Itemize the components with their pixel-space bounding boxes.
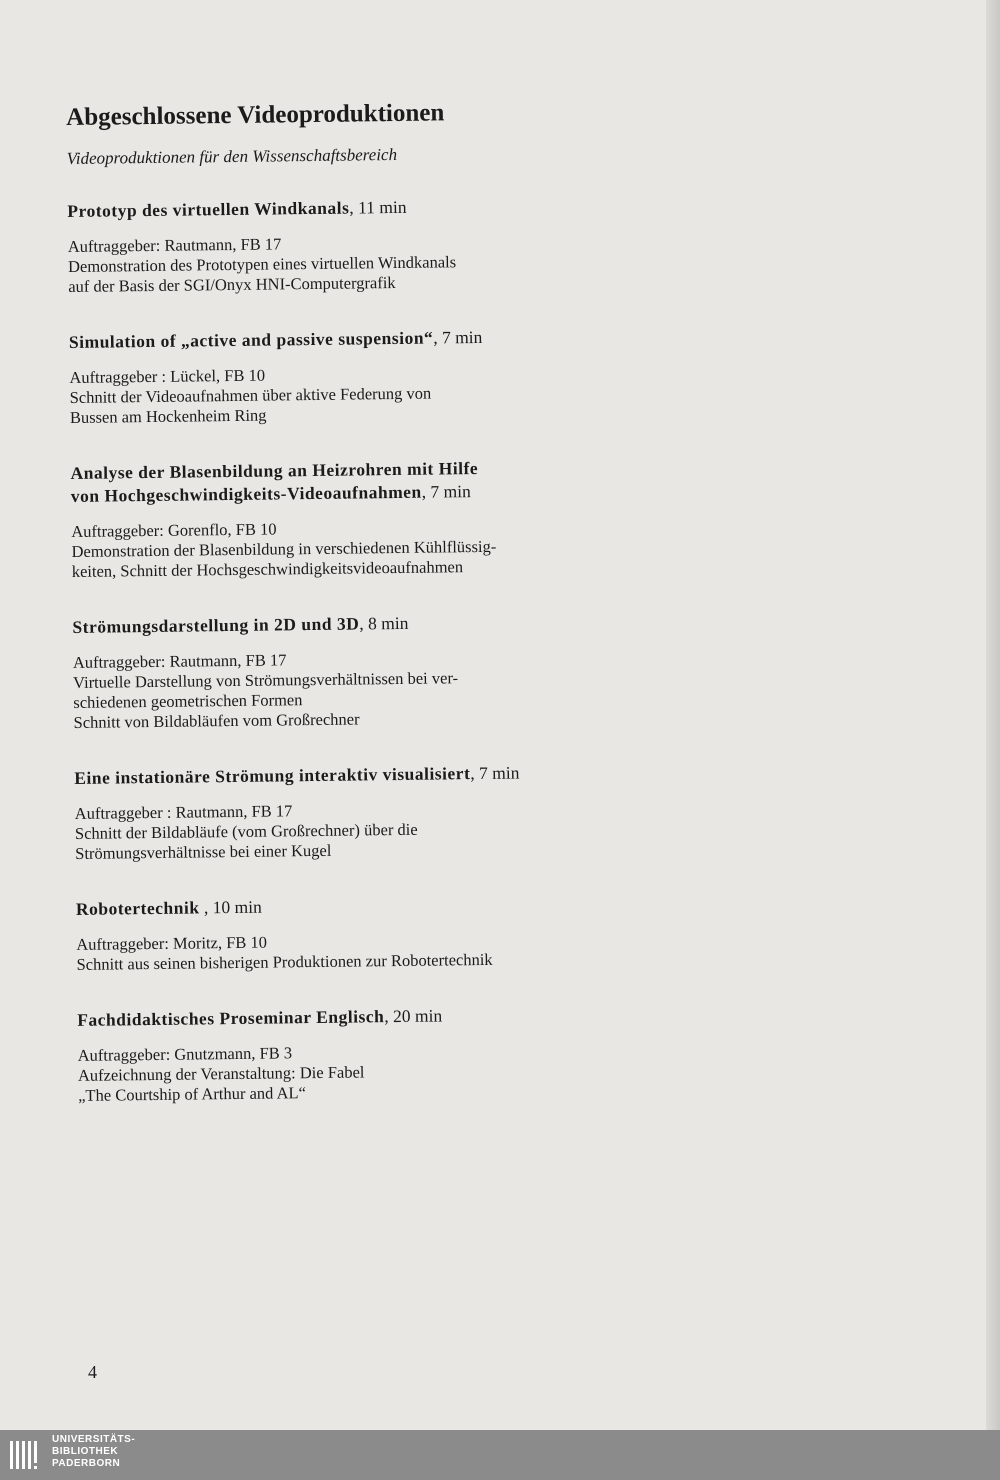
entry-duration: , 7 min — [470, 762, 520, 784]
page-content — [66, 93, 678, 1106]
entry-description-line: Demonstration des Prototypen eines virtuellen Windkanals — [67, 252, 457, 276]
entry-description — [73, 646, 674, 733]
entry-title — [74, 760, 674, 790]
entry-title — [67, 193, 667, 223]
production-entry — [70, 455, 671, 582]
page-subtitle: Videoproduktionen für den Wissenschaftsbereich — [66, 144, 398, 168]
production-entry — [69, 324, 670, 428]
library-stamp — [0, 1430, 1000, 1480]
page-number: 4 — [88, 1362, 97, 1382]
library-name-line: BIBLIOTHEK — [52, 1446, 119, 1457]
entry-duration: , 7 min — [421, 481, 471, 502]
entry-client: Auftraggeber: Gnutzmann, FB 3 — [77, 1043, 293, 1065]
entry-client: Auftraggeber: Gorenflo, FB 10 — [71, 519, 277, 541]
production-entry — [76, 891, 677, 975]
production-entry — [67, 193, 668, 297]
entry-client: Auftraggeber: Rautmann, FB 17 — [67, 234, 282, 256]
entry-client: Auftraggeber: Rautmann, FB 17 — [72, 650, 287, 672]
entry-title-name: Prototyp des virtuellen Windkanals — [67, 197, 350, 221]
entry-title-name: Analyse der Blasenbildung an Heizrohren mit Hilfe — [70, 457, 479, 483]
entry-client: Auftraggeber : Rautmann, FB 17 — [74, 801, 293, 823]
entry-title — [72, 609, 672, 639]
entry-title-name: von Hochgeschwindigkeits-Videoaufnahmen — [70, 481, 422, 506]
entry-description-line: Demonstration der Blasenbildung in verschiedenen Kühlflüssig- — [71, 536, 497, 561]
entry-description-line: Aufzeichnung der Veranstaltung: Die Fabel — [77, 1062, 365, 1085]
entry-description — [78, 1039, 679, 1106]
library-name-line: UNIVERSITÄTS- — [52, 1434, 136, 1445]
entry-title-name: Strömungsdarstellung in 2D und 3D — [72, 613, 360, 637]
entry-title-name: Robotertechnik — [75, 897, 200, 919]
entry-description — [75, 797, 676, 864]
entry-description-line: Schnitt der Videoaufnahmen über aktive Federung von — [69, 383, 432, 407]
library-name-line: PADERBORN — [52, 1458, 121, 1469]
entry-description-line: „The Courtship of Arthur and AL“ — [78, 1083, 307, 1105]
entry-description-line: schiedenen geometrischen Formen — [73, 690, 303, 712]
entry-duration: , 20 min — [384, 1005, 443, 1027]
entry-title — [76, 891, 676, 921]
entry-client: Auftraggeber : Lückel, FB 10 — [69, 365, 266, 387]
entry-title-name: Simulation of „active and passive suspension“ — [68, 327, 434, 352]
entry-title — [77, 1002, 677, 1032]
entry-description-line: Bussen am Hockenheim Ring — [69, 405, 267, 427]
entry-description-line: keiten, Schnitt der Hochsgeschwindigkeitsvideoaufnahmen — [71, 557, 464, 581]
entry-duration: , 8 min — [359, 612, 409, 634]
entry-description-line: auf der Basis der SGI/Onyx HNI-Computergrafik — [68, 272, 396, 296]
entry-description-line: Schnitt der Bildabläufe (vom Großrechner) über die — [74, 819, 418, 843]
entry-description-line: Schnitt von Bildabläufen vom Großrechner — [73, 709, 360, 732]
entry-description — [68, 230, 669, 297]
entry-description-line: Strömungsverhältnisse bei einer Kugel — [75, 840, 332, 863]
library-logo-icon — [8, 1437, 48, 1473]
entry-description — [76, 928, 676, 975]
entry-description — [69, 361, 670, 428]
entry-description-line: Virtuelle Darstellung von Strömungsverhältnissen bei ver- — [73, 668, 459, 692]
entry-title-name: Eine instationäre Strömung interaktiv visualisiert — [74, 763, 471, 788]
page-edge — [986, 0, 1000, 1430]
entry-description — [71, 515, 672, 582]
entry-duration: , 7 min — [433, 326, 483, 348]
entry-title-name: Fachdidaktisches Proseminar Englisch — [77, 1006, 385, 1030]
production-entry — [77, 1002, 678, 1106]
library-name — [52, 1434, 135, 1470]
entry-description-line: Schnitt aus seinen bisherigen Produktionen zur Robotertechnik — [76, 949, 493, 974]
entry-title — [69, 324, 669, 354]
page-title: Abgeschlossene Videoproduktionen — [66, 99, 445, 131]
entry-duration: , 10 min — [199, 896, 262, 918]
production-entry — [74, 760, 675, 864]
entry-duration: , 11 min — [349, 196, 407, 218]
production-list — [67, 193, 678, 1106]
production-entry — [72, 609, 673, 733]
entry-client: Auftraggeber: Moritz, FB 10 — [76, 932, 268, 954]
